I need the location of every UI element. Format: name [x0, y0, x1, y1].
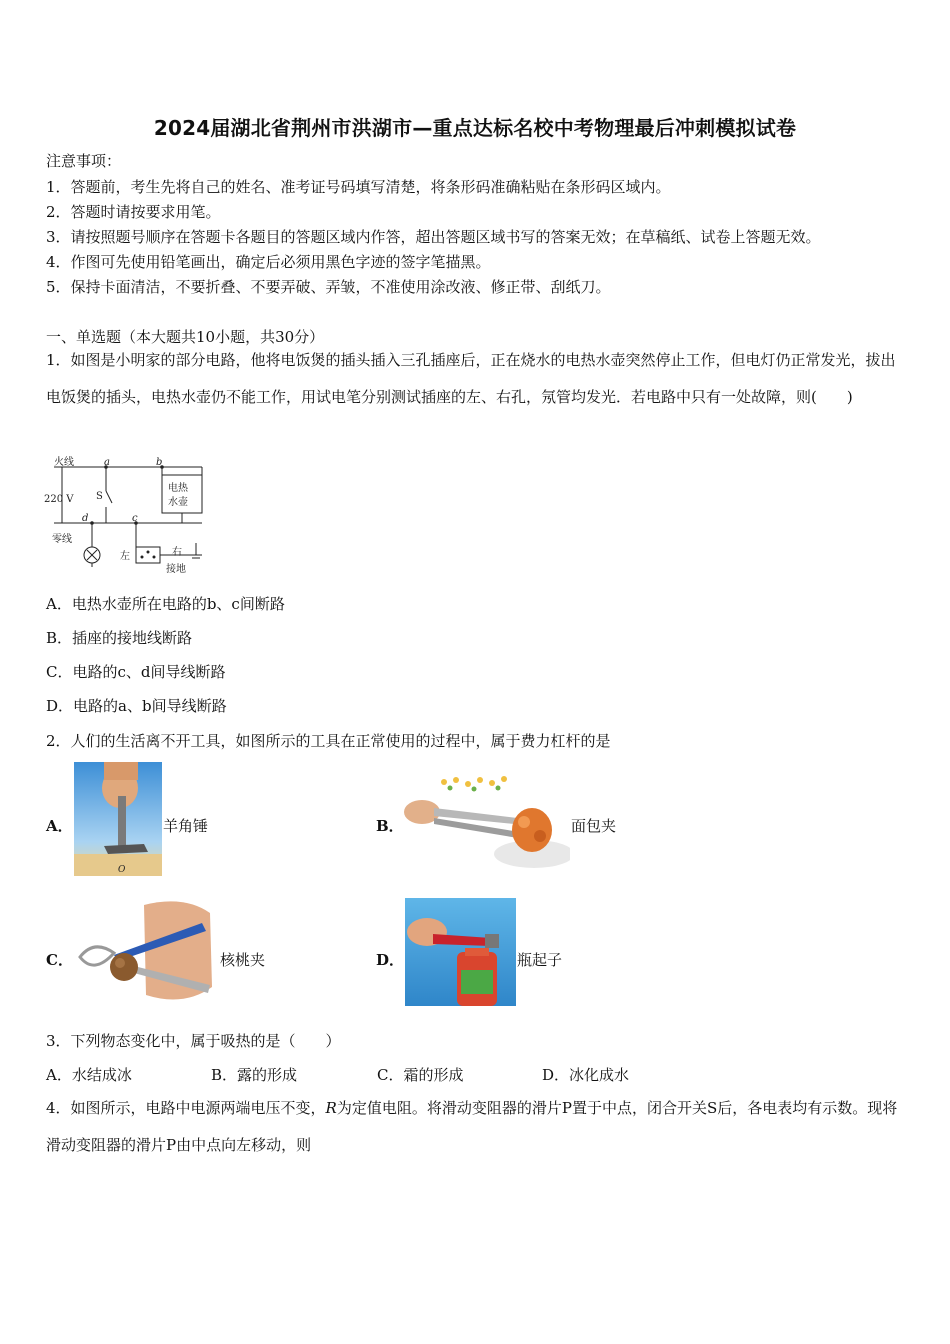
point-c: c — [132, 513, 138, 524]
question-4-stem — [46, 1090, 908, 1164]
point-b: b — [156, 457, 163, 468]
q1-option-b[interactable]: B．插座的接地线断路 — [46, 629, 193, 647]
ground-label: 接地 — [166, 564, 186, 575]
nutcracker-image — [74, 895, 218, 1007]
socket-left-label: 左 — [120, 551, 130, 562]
q4-stem-part-1: 4．如图所示，电路中电源两端电压不变， — [46, 1099, 326, 1117]
question-1-stem: 1．如图是小明家的部分电路，他将电饭煲的插头插入三孔插座后，正在烧水的电热水壶突然停止工作，但电灯仍正常发光，拔出电饭煲的插头，电热水壶仍不能工作，用试电笔分别测试插座的左、右孔，氖管均发光．若电路中只有一处故障，则( ) — [46, 351, 896, 406]
note-item: 3．请按照题号顺序在答题卡各题目的答题区域内作答，超出答题区域书写的答案无效；在草稿纸、试卷上答题无效。 — [46, 228, 821, 246]
point-a: a — [104, 457, 110, 468]
switch-label: S — [96, 491, 103, 502]
notes-heading: 注意事项： — [46, 152, 122, 170]
neutral-wire-label: 零线 — [52, 534, 72, 545]
q1-option-c[interactable]: C．电路的c、d间导线断路 — [46, 663, 226, 681]
q2-option-d-name: 瓶起子 — [517, 951, 563, 969]
bread-tongs-image — [404, 774, 570, 874]
q3-option-c[interactable]: C．霜的形成 — [377, 1066, 464, 1084]
q2-option-a-name: 羊角锤 — [163, 817, 209, 835]
q1-option-a[interactable]: A．电热水壶所在电路的b、c间断路 — [46, 595, 285, 613]
circuit-diagram — [44, 455, 214, 580]
voltage-label: 220 V — [44, 494, 74, 505]
q2-option-b-label[interactable]: B． — [376, 817, 404, 835]
page-title: 2024届湖北省荆州市洪湖市—重点达标名校中考物理最后冲刺模拟试卷 — [153, 116, 797, 140]
note-item: 2．答题时请按要求用笔。 — [46, 203, 221, 221]
q4-stem-part-2: 为定值电阻。将滑动变阻器的滑片P置于中点，闭合开关S后，各电表均有示数。现将滑动变阻器的滑片P由中点向左移动，则 — [46, 1099, 898, 1154]
q2-option-a-label[interactable]: A． — [46, 817, 73, 835]
note-item: 4．作图可先使用铅笔画出，确定后必须用黑色字迹的签字笔描黑。 — [46, 253, 491, 271]
q3-option-b[interactable]: B．露的形成 — [211, 1066, 298, 1084]
claw-hammer-image — [74, 762, 162, 876]
q1-option-d[interactable]: D．电路的a、b间导线断路 — [46, 697, 227, 715]
point-d: d — [82, 513, 89, 524]
q2-option-c-label[interactable]: C． — [46, 951, 73, 969]
kettle-label-1: 电热 — [168, 483, 188, 494]
question-2-stem: 2．人们的生活离不开工具，如图所示的工具在正常使用的过程中，属于费力杠杆的是 — [46, 732, 611, 750]
hammer-fulcrum-label: O — [118, 865, 126, 875]
q2-option-b-name: 面包夹 — [571, 817, 617, 835]
section-heading: 一、单选题（本大题共10小题，共30分） — [46, 328, 325, 346]
q3-option-d[interactable]: D．冰化成水 — [542, 1066, 630, 1084]
note-item: 5．保持卡面清洁，不要折叠、不要弄破、弄皱，不准使用涂改液、修正带、刮纸刀。 — [46, 278, 611, 296]
bottle-opener-image — [405, 898, 516, 1006]
question-3-stem: 3．下列物态变化中，属于吸热的是（ ） — [46, 1032, 341, 1050]
note-item: 1．答题前，考生先将自己的姓名、准考证号码填写清楚，将条形码准确粘贴在条形码区域内。 — [46, 178, 671, 196]
q3-option-a[interactable]: A．水结成冰 — [46, 1066, 132, 1084]
live-wire-label: 火线 — [54, 457, 74, 468]
resistor-symbol: R — [325, 1099, 337, 1117]
kettle-label-2: 水壶 — [168, 497, 188, 508]
q2-option-c-name: 核桃夹 — [220, 951, 266, 969]
socket-right-label: 右 — [172, 547, 182, 558]
q2-option-d-label[interactable]: D． — [376, 951, 405, 969]
